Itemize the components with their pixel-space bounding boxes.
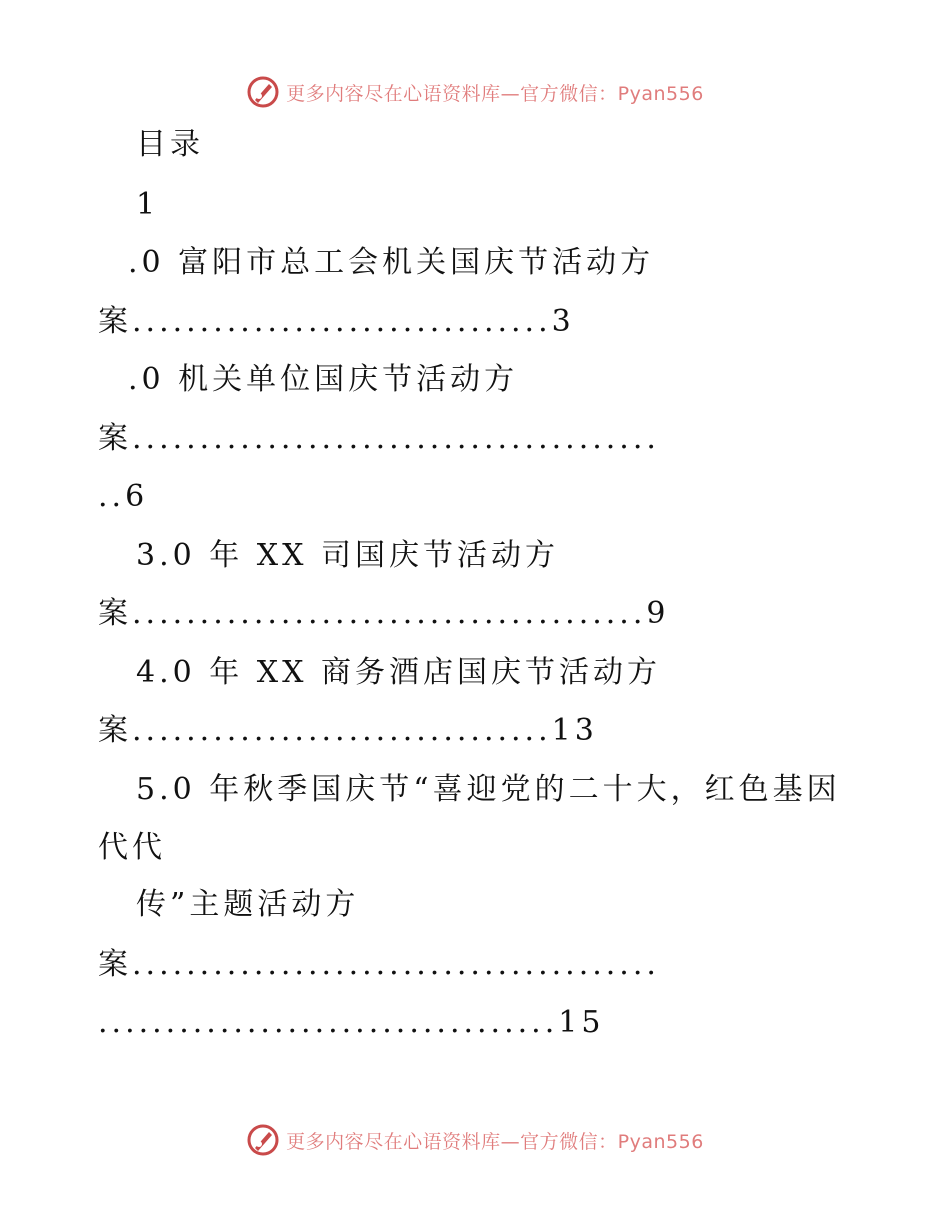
pen-seal-icon	[246, 1123, 280, 1157]
watermark-footer	[0, 1120, 950, 1160]
toc-line: ..................................15	[98, 1005, 605, 1040]
toc-line: 3.0 年 XX 司国庆节活动方	[136, 538, 560, 573]
toc-line: .0 富阳市总工会机关国庆节活动方	[128, 245, 655, 280]
toc-line: 案.......................................	[98, 947, 660, 982]
toc-line: 5.0 年秋季国庆节“喜迎党的二十大，红色基因	[136, 772, 841, 807]
toc-line: 案...............................13	[98, 713, 598, 748]
watermark-text: 更多内容尽在心语资料库—官方微信：Pyan556	[286, 1130, 704, 1153]
toc-line: ..6	[98, 479, 149, 514]
pen-seal-icon	[246, 75, 280, 109]
toc-line: 案...............................3	[98, 304, 575, 339]
toc-line: 代代	[98, 830, 166, 865]
toc-line: 4.0 年 XX 商务酒店国庆节活动方	[136, 655, 662, 690]
toc-line: .0 机关单位国庆节活动方	[128, 362, 519, 397]
toc-line: 1	[136, 187, 160, 222]
watermark-text: 更多内容尽在心语资料库—官方微信：Pyan556	[286, 82, 704, 105]
watermark-header	[0, 72, 950, 112]
toc-title: 目录	[136, 127, 204, 162]
toc-line: 案.......................................	[98, 421, 660, 456]
toc-line: 案......................................9	[98, 596, 670, 631]
toc-line: 传”主题活动方	[136, 887, 360, 922]
